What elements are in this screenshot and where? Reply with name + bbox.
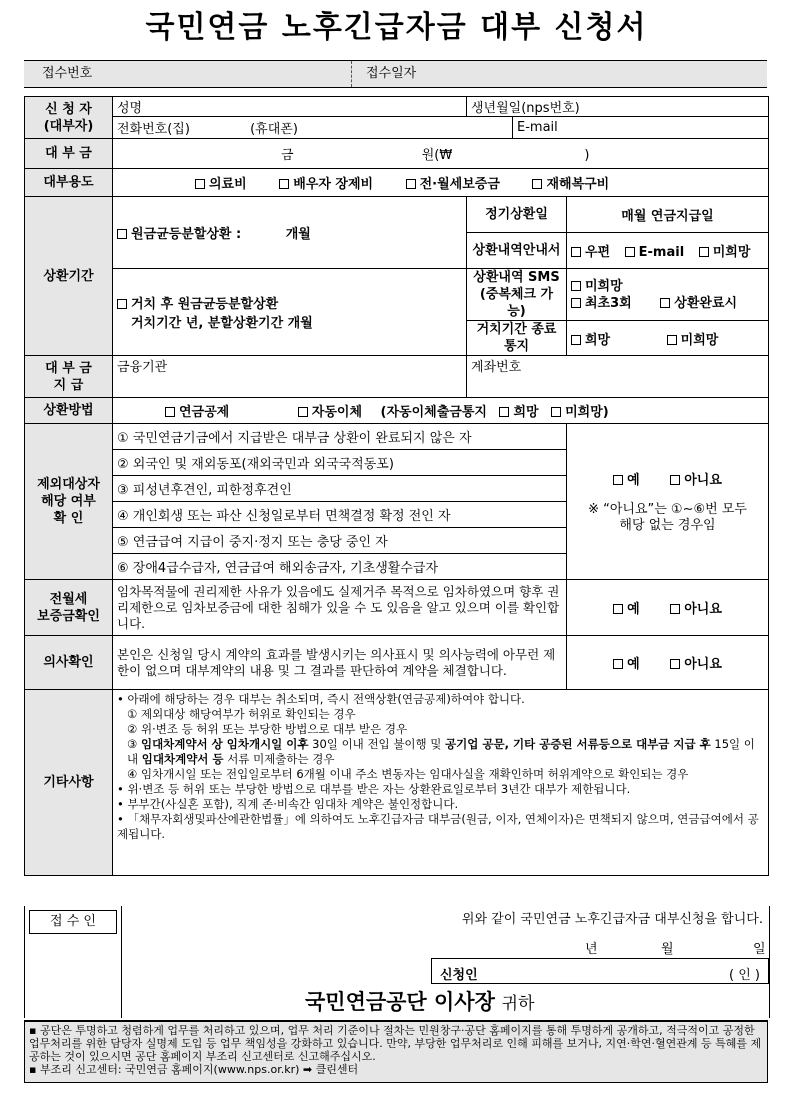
repayment-label: 상환기간: [25, 197, 113, 356]
checkbox-icon: [571, 335, 581, 345]
checkbox-icon: [571, 281, 581, 291]
checkbox-icon: [670, 659, 680, 669]
checkbox-icon: [613, 475, 623, 485]
purpose-funeral[interactable]: 배우자 장제비: [279, 177, 373, 192]
other-bullet: • 부부간(사실혼 포함), 직계 존·비속간 임대차 계약은 불인정합니다.: [117, 797, 459, 811]
notice-email[interactable]: E-mail: [625, 245, 685, 260]
footer-notice: [24, 1020, 768, 1083]
date-day[interactable]: 일: [753, 942, 766, 957]
regular-date-label: 정기상환일: [467, 197, 567, 233]
checkbox-icon: [613, 604, 623, 614]
date-month[interactable]: 월: [661, 942, 674, 957]
lease-answer: [567, 580, 769, 636]
intent-text: 본인은 신청일 당시 계약의 효과를 발생시키는 의사표시 및 의사능력에 아무런 제한이 없으며 대부계약의 내용 및 그 결과를 판단하여 계약을 체결합니다.: [113, 636, 567, 690]
receipt-date-label: 접수일자: [351, 61, 767, 87]
method-label: 상환방법: [25, 398, 113, 424]
exclusion-item: ⑤ 연금급여 지급이 중지·정지 또는 충당 중인 자: [113, 528, 567, 554]
phone-label: 전화번호(집): [117, 122, 190, 137]
form-title: 국민연금 노후긴급자금 대부 신청서: [145, 10, 648, 45]
exclusion-label: 제외대상자 해당 여부 확 인: [25, 424, 113, 580]
checkbox-icon: [165, 407, 175, 417]
checkbox-icon: [499, 407, 509, 417]
checkbox-icon: [298, 407, 308, 417]
receiver-box: [25, 906, 122, 1018]
grace-end-label: 거치기간 종료통지: [467, 321, 567, 356]
amount-prefix: 금: [281, 148, 294, 163]
checkbox-icon: [117, 299, 127, 309]
sms-first3[interactable]: 최초3회: [571, 296, 632, 311]
regular-date-value: 매월 연금지급일: [567, 197, 769, 233]
applicant-sign-label: 신청인: [440, 968, 478, 983]
purpose-options: [113, 169, 769, 197]
name-field[interactable]: [113, 97, 467, 117]
account-label: 대 부 금 지 급: [25, 356, 113, 398]
checkbox-icon: [406, 179, 416, 189]
auto-notice-yes[interactable]: 희망: [499, 405, 538, 420]
account-number-field[interactable]: [467, 356, 769, 398]
account-number-label: 계좌번호: [471, 360, 522, 375]
birth-field[interactable]: [467, 97, 769, 117]
checkbox-icon: [279, 179, 289, 189]
phone-field[interactable]: [113, 117, 513, 139]
lease-label: 전월세 보증금확인: [25, 580, 113, 636]
receipt-number-label: 접수번호: [42, 66, 93, 81]
exclusion-no[interactable]: 아니요: [670, 473, 722, 488]
other-bullet: • 「채무자회생및파산에관한법률」에 의하여도 노후긴급자금 대부금(원금, 이자, 연체이자)은 면책되지 않으며, 연금급여에서 공제됩니다.: [117, 812, 759, 841]
intent-yes[interactable]: 예: [613, 657, 640, 672]
checkbox-icon: [117, 229, 127, 239]
purpose-medical[interactable]: 의료비: [195, 177, 247, 192]
exclusion-item: ④ 개인회생 또는 파산 신청일로부터 면책결정 확정 전인 자: [113, 502, 567, 528]
exclusion-answer: [567, 424, 769, 580]
notice-options: [567, 233, 769, 269]
purpose-deposit[interactable]: 전·월세보증금: [406, 177, 500, 192]
loan-amount-field[interactable]: [113, 139, 769, 169]
checkbox-icon: [571, 247, 581, 257]
statement: 위와 같이 국민연금 노후긴급자금 대부신청을 합니다.: [461, 912, 763, 927]
email-label: E-mail: [517, 120, 558, 135]
intent-label: 의사확인: [25, 636, 113, 690]
birth-label: 생년월일(nps번호): [471, 101, 580, 116]
lease-text: 임차목적물에 권리제한 사유가 있음에도 실제거주 목적으로 임차하였으며 향후 권리제한으로 임차보증금에 대한 침해가 있을 수 도 있음을 알고 있으며 이를 확인합니다.: [113, 580, 567, 636]
checkbox-icon: [195, 179, 205, 189]
checkbox-icon: [670, 475, 680, 485]
notice-post[interactable]: 우편: [571, 245, 610, 260]
notice-label: 상환내역안내서: [467, 233, 567, 269]
receipt-bar: [24, 60, 767, 88]
name-label: 성명: [117, 101, 143, 116]
checkbox-icon: [660, 298, 670, 308]
recipient-honorific: 귀하: [501, 994, 535, 1014]
applicant-label: 신 청 자 (대부자): [25, 97, 113, 139]
checkbox-icon: [667, 335, 677, 345]
auto-notice-label: (자동이체출금통지: [380, 405, 487, 420]
email-field[interactable]: [513, 117, 769, 139]
other-text: [113, 690, 769, 876]
bank-label: 금융기관: [117, 360, 168, 375]
notice-none[interactable]: 미희망: [699, 245, 751, 260]
method-auto[interactable]: 자동이체: [298, 405, 362, 420]
recipient-name: 국민연금공단 이사장: [305, 990, 495, 1014]
other-label: 기타사항: [25, 690, 113, 876]
footer-line: ▪ 부조리 신고센터: 국민연금 홈페이지(www.nps.or.kr) ➡ 클린센터: [29, 1063, 359, 1076]
auto-notice-no[interactable]: 미희망): [551, 405, 609, 420]
seal-mark: ( 인 ): [729, 968, 760, 983]
checkbox-icon: [699, 247, 709, 257]
application-table: [24, 96, 769, 876]
applicant-sign-box[interactable]: [431, 958, 769, 984]
lease-no[interactable]: 아니요: [670, 602, 722, 617]
checkbox-icon: [571, 298, 581, 308]
purpose-label: 대부용도: [25, 169, 113, 197]
loan-amount-label: 대 부 금: [25, 139, 113, 169]
other-item-3: ③ 임대차계약서 상 임차개시일 이후 30일 이내 전입 불이행 및 공기업 공문, 기타 공증된 서류등으로 대부금 지급 후 15일 이내 임대차계약서 등 서류 미제출하는 경우: [127, 737, 755, 766]
sms-label: 상환내역 SMS (중복체크 가능): [467, 269, 567, 321]
other-intro: • 아래에 해당하는 경우 대부는 취소되며, 즉시 전액상환(연금공제)하여야 합니다.: [117, 692, 525, 706]
grace-yes[interactable]: 희망: [571, 333, 610, 348]
signature-area: [24, 906, 770, 1018]
sms-complete[interactable]: 상환완료시: [660, 296, 737, 311]
mobile-label: (휴대폰): [250, 122, 298, 137]
lease-yes[interactable]: 예: [613, 602, 640, 617]
checkbox-icon: [532, 179, 542, 189]
method-options: [113, 398, 769, 424]
repayment-option-grace[interactable]: 거치 후 원금균등분할상환 거치기간 년, 분할상환기간 개월: [113, 269, 467, 356]
intent-no[interactable]: 아니요: [670, 657, 722, 672]
footer-line: ▪ 공단은 투명하고 청렴하게 업무를 처리하고 있으며, 업무 처리 기준이나 절차는 민원창구·공단 홈페이지를 통해 투명하게 공개하고, 적극적이고 공정한 업무처리를 위한 담당자 실명제 도입 등 업무 책임성을 강화하고 있습니다. 만약, 부당한 업무처리로 인해 피해를 보거나, 지연·학연·혈연관계 등 특혜를 제공하는 것이 있으시면 공단 홈페이지 부조리 신고센터로 신고해주십시오.: [29, 1024, 762, 1063]
exclusion-item: ① 국민연금기금에서 지급받은 대부금 상환이 완료되지 않은 자: [113, 424, 567, 450]
intent-answer: [567, 636, 769, 690]
amount-unit: 원(₩: [421, 148, 453, 163]
exclusion-item: ② 외국인 및 재외동포(재외국민과 외국국적동포): [113, 450, 567, 476]
exclusion-item: ③ 피성년후견인, 피한정후견인: [113, 476, 567, 502]
other-bullet: • 위·변조 등 허위 또는 부당한 방법으로 대부를 받은 자는 상환완료일로부터 3년간 대부가 제한됩니다.: [117, 782, 631, 796]
recipient: [305, 986, 534, 1016]
other-item: ② 위·변조 등 허위 또는 부당한 방법으로 대부 받은 경우: [127, 722, 408, 736]
method-pension[interactable]: 연금공제: [165, 405, 229, 420]
exclusion-item: ⑥ 장애4급수급자, 연금급여 해외송금자, 기초생활수급자: [113, 554, 567, 580]
grace-end-options: [567, 321, 769, 356]
other-item: ① 제외대상 해당여부가 허위로 확인되는 경우: [127, 707, 356, 721]
sms-none[interactable]: 미희망: [571, 279, 623, 294]
date-year[interactable]: 년: [585, 942, 598, 957]
exclusion-note: ※ “아니요”는 ①∼⑥번 모두 해당 없는 경우임: [588, 502, 747, 533]
sms-options: [567, 269, 769, 321]
purpose-disaster[interactable]: 재해복구비: [532, 177, 609, 192]
exclusion-yes[interactable]: 예: [613, 473, 640, 488]
bank-field[interactable]: [113, 356, 467, 398]
other-item: ④ 임차개시일 또는 전입일로부터 6개월 이내 주소 변동자는 임대사실을 재확인하며 허위계약으로 확인되는 경우: [127, 767, 689, 781]
checkbox-icon: [551, 407, 561, 417]
amount-close: ): [584, 148, 590, 163]
checkbox-icon: [613, 659, 623, 669]
checkbox-icon: [670, 604, 680, 614]
checkbox-icon: [625, 247, 635, 257]
receiver-label: 접 수 인: [29, 910, 117, 934]
grace-no[interactable]: 미희망: [667, 333, 719, 348]
repayment-option-equal[interactable]: 원금균등분할상환 : 개월: [113, 197, 467, 269]
